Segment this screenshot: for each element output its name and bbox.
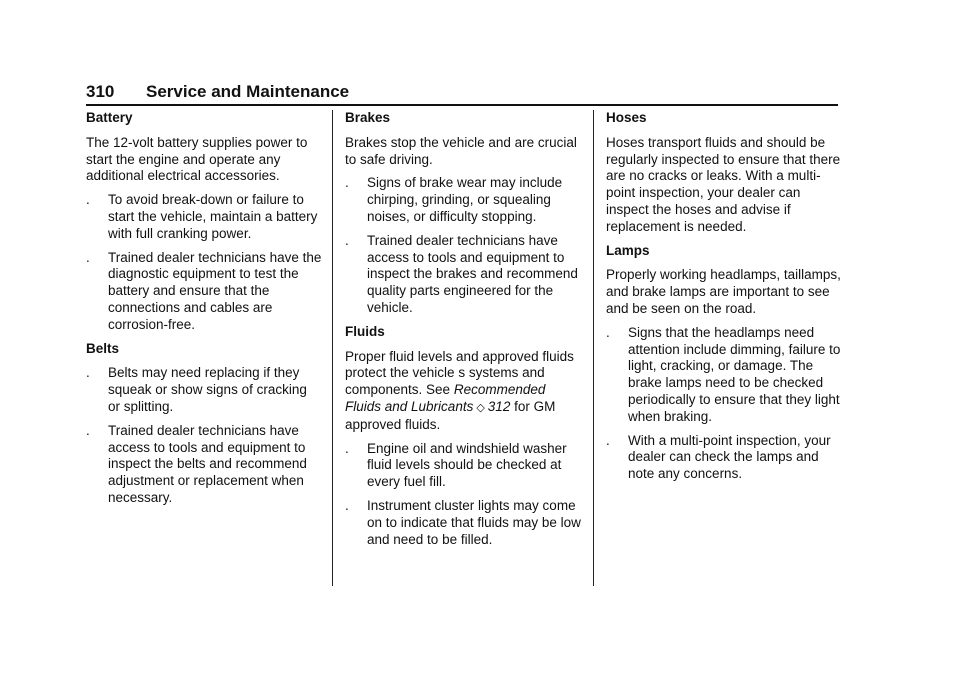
bullet-text: Trained dealer technicians have access to tools and equipment to inspect the belts and recommend adjustment or replacement when necessary. [108, 422, 307, 505]
header-rule [86, 104, 838, 106]
bullet-text: Trained dealer technicians have the diagnostic equipment to test the battery and ensure that the connections and cables are corrosion-free. [108, 249, 322, 332]
lamps-bullets [606, 325, 842, 483]
column-divider [332, 110, 333, 586]
brakes-bullets [345, 175, 581, 316]
lamps-intro: Properly working headlamps, taillamps, and brake lamps are important to see and be seen on the road. [606, 267, 841, 316]
bullet-text: Trained dealer technicians have access to tools and equipment to inspect the brakes and recommend quality parts engineered for the vehicle. [367, 232, 578, 315]
belts-section [86, 341, 322, 507]
lamps-section [606, 243, 842, 483]
belts-bullets [86, 365, 322, 506]
reference-page-number[interactable]: 312 [487, 398, 511, 414]
list-item [86, 423, 322, 507]
fluids-reference-link[interactable]: Recommended Fluids and Lubricants [345, 382, 546, 414]
bullet-icon: . [345, 175, 349, 191]
battery-bullets [86, 192, 322, 333]
bullet-icon: . [345, 497, 349, 513]
reference-arrow-icon: ◇ [476, 401, 485, 414]
brakes-heading: Brakes [345, 110, 391, 125]
page-number: 310 [86, 82, 115, 101]
hoses-section [606, 110, 842, 236]
bullet-icon: . [86, 365, 90, 381]
column-divider [593, 110, 594, 586]
column-1 [86, 110, 322, 514]
bullet-text: To avoid break-down or failure to start the vehicle, maintain a battery with full cranking power. [108, 192, 318, 241]
brakes-intro: Brakes stop the vehicle and are crucial to safe driving. [345, 134, 577, 167]
fluids-bullets [345, 441, 581, 549]
list-item [606, 433, 842, 483]
hoses-heading: Hoses [606, 110, 647, 125]
fluids-intro-end: for GM approved fluids. [345, 398, 556, 432]
bullet-icon: . [345, 232, 349, 248]
list-item [345, 441, 581, 491]
list-item [86, 192, 322, 242]
page-header [86, 80, 838, 104]
list-item [345, 175, 581, 225]
list-item [86, 365, 322, 415]
bullet-icon: . [606, 432, 610, 448]
battery-heading: Battery [86, 110, 133, 125]
list-item [86, 250, 322, 334]
bullet-text: Signs that the headlamps need attention include dimming, failure to light, cracking, or damage. The brake lamps need to be checked periodically to ensure that they light when braking. [628, 324, 841, 424]
fluids-intro-text: Proper fluid levels and approved fluids protect the vehicle s systems and components. See [345, 348, 574, 398]
bullet-icon: . [606, 324, 610, 340]
battery-section [86, 110, 322, 334]
bullet-icon: . [86, 422, 90, 438]
hoses-intro: Hoses transport fluids and should be regularly inspected to ensure that there are no cracks or leaks. With a multi-point inspection, your dealer can inspect the hoses and advise if replacement is needed. [606, 134, 841, 234]
fluids-intro [345, 349, 581, 434]
section-title: Service and Maintenance [146, 82, 350, 101]
bullet-text: Engine oil and windshield washer fluid levels should be checked at every fuel fill. [367, 440, 567, 490]
bullet-icon: . [86, 192, 90, 208]
list-item [345, 498, 581, 548]
lamps-heading: Lamps [606, 242, 650, 258]
list-item [345, 233, 581, 317]
brakes-section [345, 110, 581, 317]
fluids-section [345, 324, 581, 549]
battery-intro: The 12-volt battery supplies power to start the engine and operate any additional electrical accessories. [86, 134, 308, 184]
list-item [606, 325, 842, 426]
column-3 [606, 110, 842, 490]
fluids-heading: Fluids [345, 323, 385, 339]
bullet-icon: . [86, 249, 90, 265]
bullet-text: Belts may need replacing if they squeak or show signs of cracking or splitting. [108, 365, 307, 414]
bullet-text: Signs of brake wear may include chirping, grinding, or squealing noises, or difficulty stopping. [367, 175, 563, 224]
column-2 [345, 110, 581, 555]
bullet-text: With a multi-point inspection, your dealer can check the lamps and note any concerns. [628, 432, 831, 482]
bullet-icon: . [345, 440, 349, 456]
bullet-text: Instrument cluster lights may come on to indicate that fluids may be low and need to be filled. [367, 497, 581, 547]
belts-heading: Belts [86, 340, 120, 356]
